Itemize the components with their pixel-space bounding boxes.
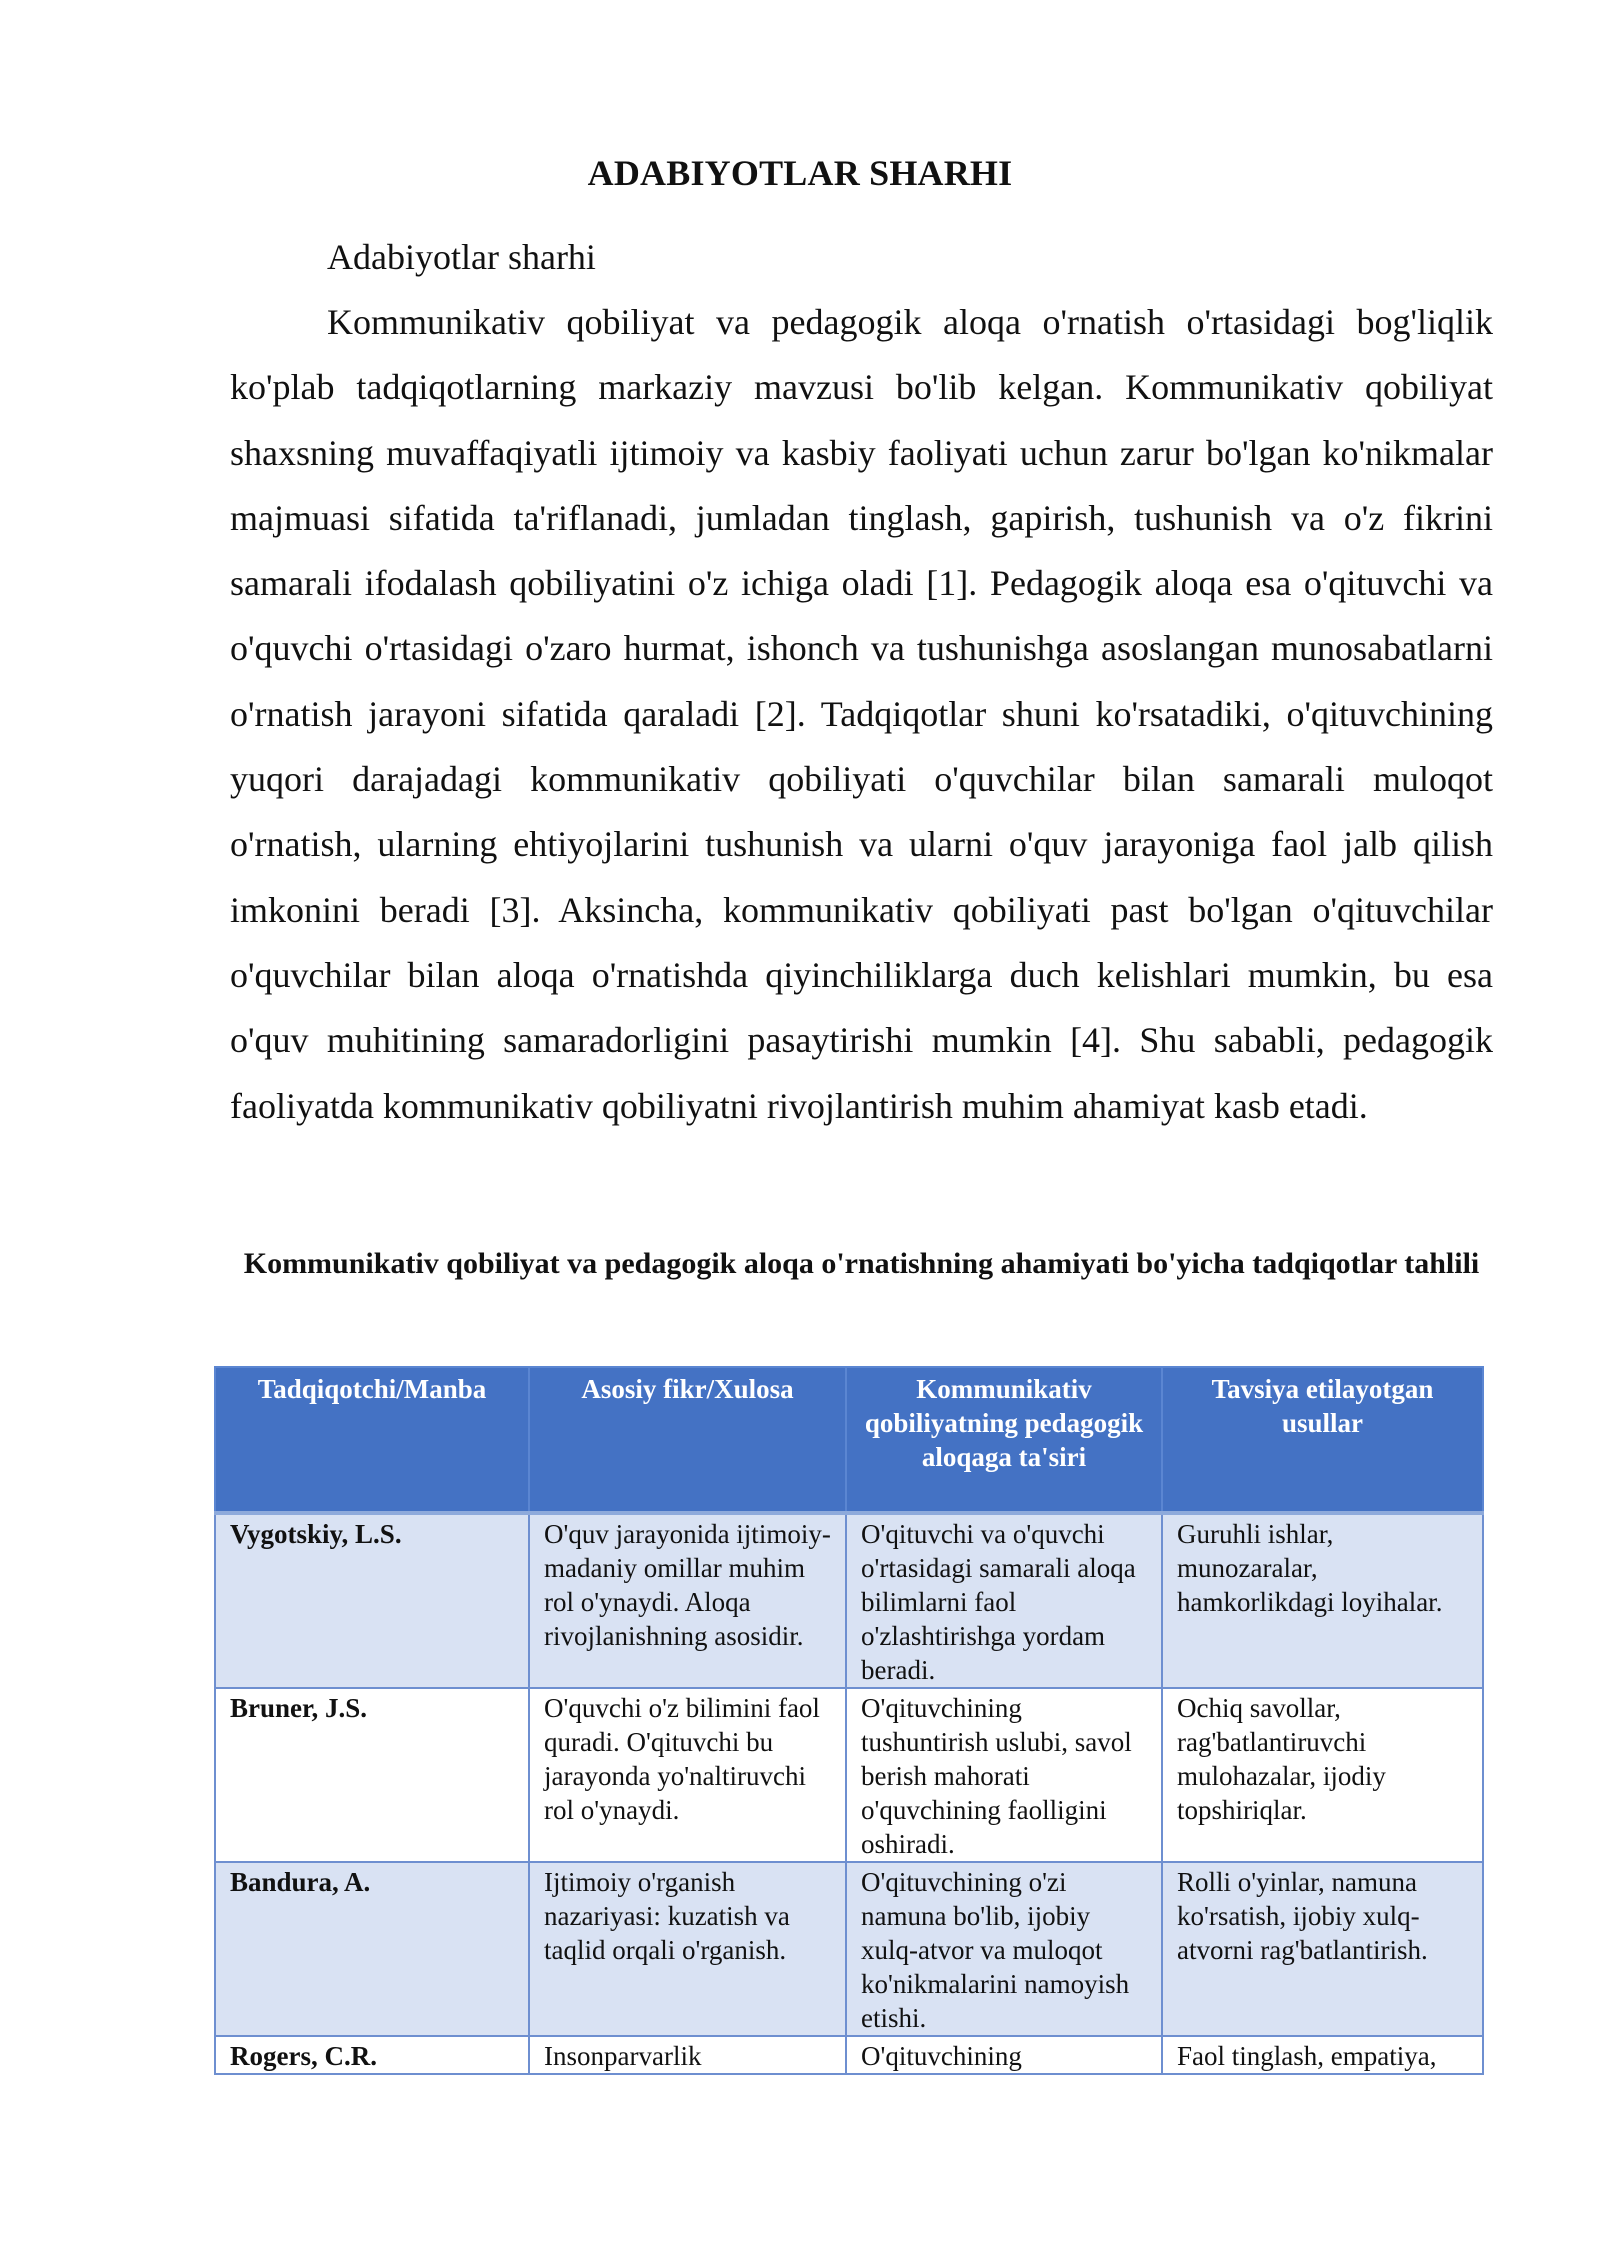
header-cell-impact: Kommunikativ qobiliyatning pedagogik aloqaga ta'siri [846, 1367, 1162, 1513]
cell-main-idea: O'quv jarayonida ijtimoiy-madaniy omillar muhim rol o'ynaydi. Aloqa rivojlanishning asosidir. [529, 1513, 846, 1688]
cell-researcher: Bruner, J.S. [215, 1688, 529, 1862]
cell-researcher: Rogers, C.R. [215, 2036, 529, 2074]
cell-researcher: Vygotskiy, L.S. [215, 1513, 529, 1688]
cell-methods: Faol tinglash, empatiya, [1162, 2036, 1483, 2074]
table-caption: Kommunikativ qobiliyat va pedagogik aloqa o'rnatishning ahamiyati bo'yicha tadqiqotlar tahlili [243, 1247, 1480, 1280]
research-table [214, 1366, 1484, 2075]
cell-impact: O'qituvchining o'zi namuna bo'lib, ijobiy xulq-atvor va muloqot ko'nikmalarini namoyish etishi. [846, 1862, 1162, 2036]
cell-researcher: Bandura, A. [215, 1862, 529, 2036]
header-cell-main-idea: Asosiy fikr/Xulosa [529, 1367, 846, 1513]
section-subheading: Adabiyotlar sharhi [327, 237, 596, 277]
cell-impact: O'qituvchi va o'quvchi o'rtasidagi samarali aloqa bilimlarni faol o'zlashtirishga yordam beradi. [846, 1513, 1162, 1688]
header-cell-methods: Tavsiya etilayotgan usullar [1162, 1367, 1483, 1513]
cell-impact: O'qituvchining [846, 2036, 1162, 2074]
header-cell-researcher: Tadqiqotchi/Manba [215, 1367, 529, 1513]
table-header-row [215, 1367, 1483, 1513]
cell-main-idea: O'quvchi o'z bilimini faol quradi. O'qituvchi bu jarayonda yo'naltiruvchi rol o'ynaydi. [529, 1688, 846, 1862]
cell-methods: Ochiq savollar, rag'batlantiruvchi mulohazalar, ijodiy topshiriqlar. [1162, 1688, 1483, 1862]
body-paragraph: Kommunikativ qobiliyat va pedagogik aloqa o'rnatish o'rtasidagi bog'liqlik ko'plab tadqiqotlarning markaziy mavzusi bo'lib kelgan. Kommunikativ qobiliyat shaxsning muvaffaqiyatli ijtimoiy va kasbiy faoliyati uchun zarur bo'lgan ko'nikmalar majmuasi sifatida ta'riflanadi, jumladan tinglash, gapirish, tushunish va o'z fikrini samarali ifodalash qobiliyatini o'z ichiga oladi [1]. Pedagogik aloqa esa o'qituvchi va o'quvchi o'rtasidagi o'zaro hurmat, ishonch va tushunishga asoslangan munosabatlarni o'rnatish jarayoni sifatida qaraladi [2]. Tadqiqotlar shuni ko'rsatadiki, o'qituvchining yuqori darajadagi kommunikativ qobiliyati o'quvchilar bilan samarali muloqot o'rnatish, ularning ehtiyojlarini tushunish va ularni o'quv jarayoniga faol jalb qilish imkonini beradi [3]. Aksincha, kommunikativ qobiliyati past bo'lgan o'qituvchilar o'quvchilar bilan aloqa o'rnatishda qiyinchiliklarga duch kelishlari mumkin, bu esa o'quv muhitining samaradorligini pasaytirishi mumkin [4]. Shu sababli, pedagogik faoliyatda kommunikativ qobiliyatni rivojlantirish muhim ahamiyat kasb etadi. [230, 302, 1493, 1126]
table-row [215, 1862, 1483, 2036]
cell-impact: O'qituvchining tushuntirish uslubi, savol berish mahorati o'quvchining faolligini oshiradi. [846, 1688, 1162, 1862]
cell-main-idea: Insonparvarlik [529, 2036, 846, 2074]
cell-main-idea: Ijtimoiy o'rganish nazariyasi: kuzatish va taqlid orqali o'rganish. [529, 1862, 846, 2036]
table-row [215, 2036, 1483, 2074]
page-title: ADABIYOTLAR SHARHI [587, 153, 1013, 193]
table-row [215, 1688, 1483, 1862]
table-row [215, 1513, 1483, 1688]
cell-methods: Guruhli ishlar, munozaralar, hamkorlikdagi loyihalar. [1162, 1513, 1483, 1688]
cell-methods: Rolli o'yinlar, namuna ko'rsatish, ijobiy xulq-atvorni rag'batlantirish. [1162, 1862, 1483, 2036]
